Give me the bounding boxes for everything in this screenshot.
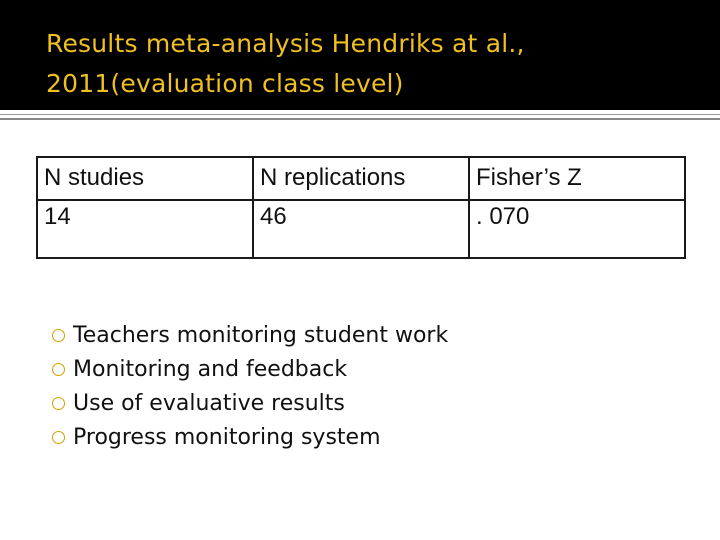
title-divider-thin: [0, 114, 720, 115]
table-column-n-replications: [254, 158, 470, 257]
list-item: [52, 318, 448, 352]
circle-bullet-icon: [52, 363, 65, 376]
table-value-cell: 46: [260, 203, 287, 230]
circle-bullet-icon: [52, 329, 65, 342]
title-bar: [0, 0, 720, 110]
table-value-cell: . 070: [476, 203, 530, 230]
table-header-cell: Fisher’s Z: [476, 164, 582, 191]
slide-title: Results meta-analysis Hendriks at al., 2011(evaluation class level): [46, 29, 525, 98]
circle-bullet-icon: [52, 431, 65, 444]
table-column-fishers-z: [470, 158, 684, 257]
list-item: [52, 352, 448, 386]
list-item-label: Progress monitoring system: [73, 424, 381, 450]
table-header-cell: N studies: [44, 164, 145, 191]
table-column-n-studies: [38, 158, 254, 257]
list-item-label: Use of evaluative results: [73, 390, 345, 416]
list-item-label: Teachers monitoring student work: [73, 322, 449, 348]
list-item: [52, 386, 448, 420]
bullet-list: [52, 318, 448, 454]
list-item: [52, 420, 448, 454]
circle-bullet-icon: [52, 397, 65, 410]
table-header-cell: N replications: [260, 164, 406, 191]
table-row-divider: [470, 199, 684, 201]
list-item-label: Monitoring and feedback: [73, 356, 348, 382]
table-row-divider: [254, 199, 468, 201]
table-value-cell: 14: [44, 203, 71, 230]
results-table: [36, 156, 686, 259]
title-divider-thick: [0, 118, 720, 120]
table-row-divider: [38, 199, 252, 201]
